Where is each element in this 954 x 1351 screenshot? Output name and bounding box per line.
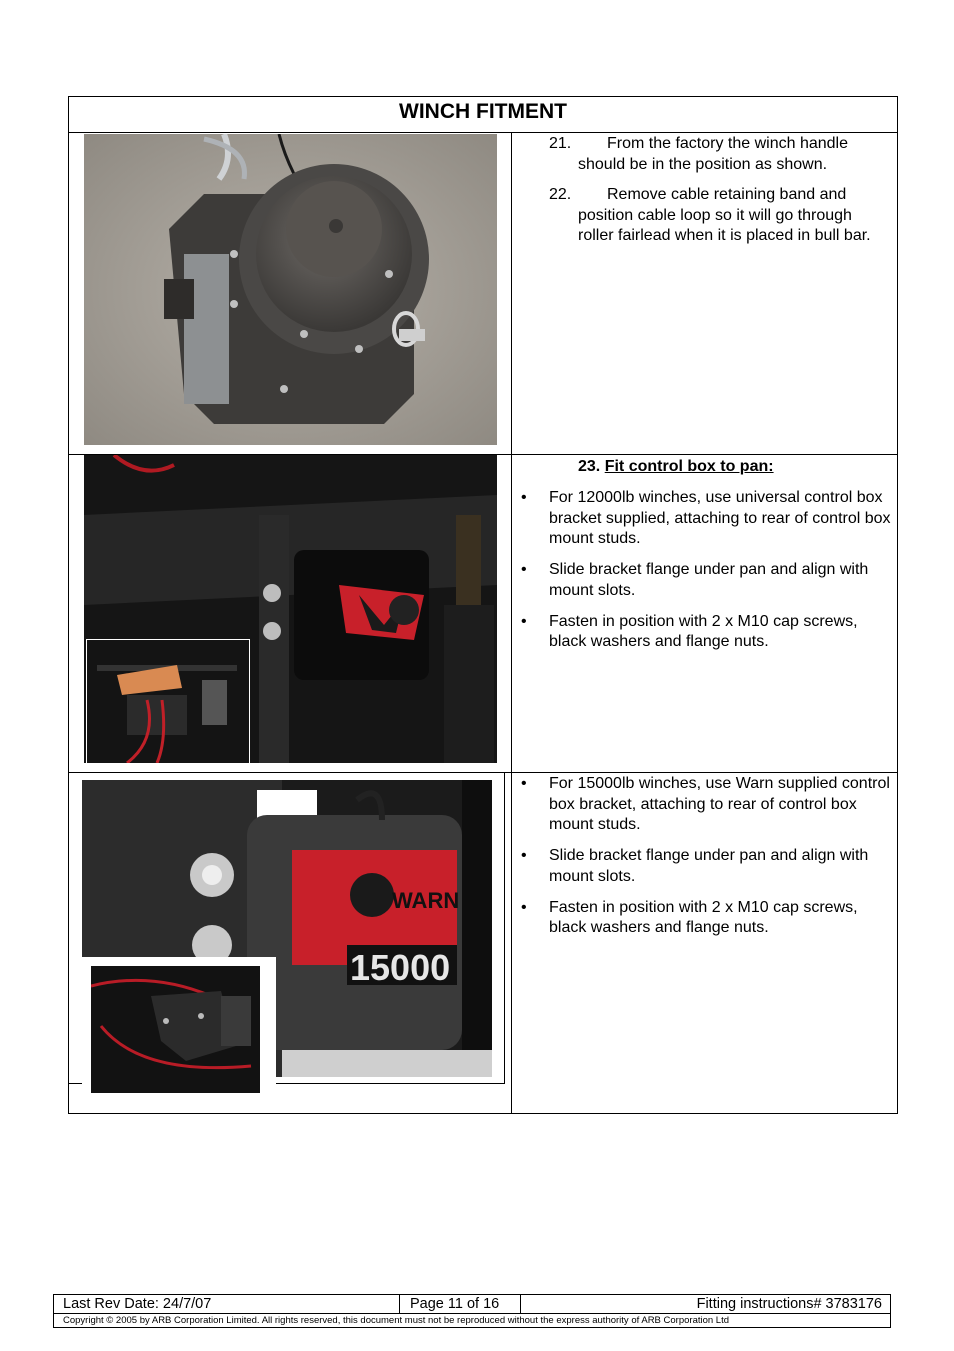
list-item: • Fasten in position with 2 x M10 cap screws, black washers and flange nuts. (521, 898, 858, 936)
step-21-number: 21. (549, 135, 572, 152)
list-item: • For 12000lb winches, use universal control box bracket supplied, attaching to rear of control box mount studs. (521, 489, 891, 547)
row2-bullet-list (512, 488, 892, 663)
winch-fitment-table (68, 96, 898, 1114)
warn-model-label: 15000 (350, 947, 451, 988)
footer-info-row (54, 1295, 890, 1314)
footer-page-number: Page 11 of 16 (410, 1296, 500, 1312)
footer-divider (399, 1295, 400, 1313)
step-23-heading (578, 457, 774, 478)
footer-copyright: Copyright © 2005 by ARB Corporation Limited. All rights reserved, this document must not be reproduced without the express authority of ARB Corporation Ltd (63, 1315, 730, 1326)
step-22-number: 22. (549, 186, 572, 203)
control-box-12000lb-inset-photo (86, 639, 250, 764)
step-21-text: From the factory the winch handle should be in the position as shown. (578, 135, 849, 173)
list-item: • For 15000lb winches, use Warn supplied control box bracket, attaching to rear of control box mount studs. (521, 775, 890, 833)
control-box-15000lb-inset-frame (82, 957, 276, 1094)
row3-bullet-list (512, 774, 892, 949)
bullet-icon: • (521, 847, 527, 864)
bullet-icon: • (521, 612, 527, 630)
footer-divider (520, 1295, 521, 1313)
section-title: WINCH FITMENT (69, 97, 897, 133)
footer-rev-date: Last Rev Date: 24/7/07 (63, 1296, 212, 1312)
list-item: • Slide bracket flange under pan and align with mount slots. (521, 561, 869, 599)
step-22 (549, 185, 889, 269)
step-22-text: Remove cable retaining band and position cable loop so it will go through roller fairlead when it is placed in bull bar. (578, 186, 871, 244)
warn-brand-label: WARN (392, 888, 460, 913)
step-23-title: Fit control box to pan: (604, 458, 774, 475)
page-footer (53, 1294, 891, 1328)
control-box-15000lb-inset-photo (91, 966, 260, 1093)
step-21 (549, 134, 889, 176)
bullet-icon: • (521, 775, 527, 792)
step-23-number: 23. (578, 458, 601, 475)
winch-handle-photo (84, 134, 497, 445)
list-item: • Slide bracket flange under pan and align with mount slots. (521, 847, 869, 885)
bullet-icon: • (521, 489, 527, 506)
bullet-icon: • (521, 561, 527, 578)
list-item: • Fasten in position with 2 x M10 cap screws, black washers and flange nuts. (521, 612, 858, 650)
footer-doc-number: Fitting instructions# 3783176 (696, 1296, 882, 1312)
bullet-icon: • (521, 898, 527, 916)
